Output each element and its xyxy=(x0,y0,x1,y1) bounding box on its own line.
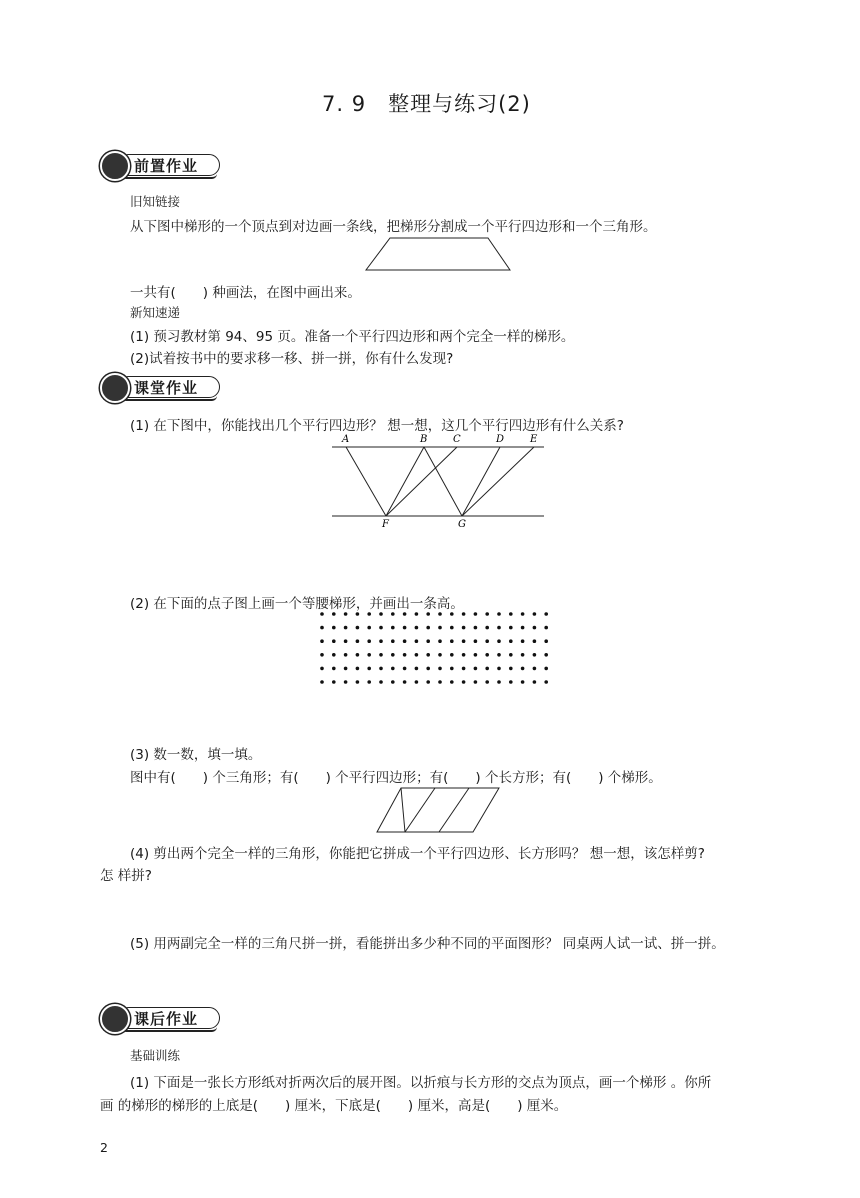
after-homework-badge: 课后作业 xyxy=(100,1005,225,1031)
grid-dot[interactable] xyxy=(462,612,466,616)
grid-dot[interactable] xyxy=(521,639,525,643)
grid-dot[interactable] xyxy=(509,626,513,630)
grid-dot[interactable] xyxy=(485,639,489,643)
grid-dot[interactable] xyxy=(367,612,371,616)
trapezoid-figure xyxy=(360,236,520,276)
class-question-1: (1) 在下图中，你能找出几个平行四边形？ 想一想，这几个平行四边形有什么关系? xyxy=(130,418,624,434)
grid-dot[interactable] xyxy=(356,653,360,657)
grid-dot[interactable] xyxy=(344,680,348,684)
grid-dot[interactable] xyxy=(497,667,501,671)
grid-dot[interactable] xyxy=(332,612,336,616)
grid-dot[interactable] xyxy=(533,626,537,630)
point-label-a: A xyxy=(342,434,350,445)
pre-homework-badge: 前置作业 xyxy=(100,152,225,178)
grid-dot[interactable] xyxy=(474,680,478,684)
grid-dot[interactable] xyxy=(320,626,324,630)
grid-dot[interactable] xyxy=(485,667,489,671)
grid-dot[interactable] xyxy=(474,626,478,630)
pre-question-1: 从下图中梯形的一个顶点到对边画一条线，把梯形分割成一个平行四边形和一个三角形。 xyxy=(130,219,657,235)
grid-dot[interactable] xyxy=(379,639,383,643)
grid-dot[interactable] xyxy=(521,667,525,671)
grid-dot[interactable] xyxy=(415,667,419,671)
grid-dot[interactable] xyxy=(509,653,513,657)
grid-dot[interactable] xyxy=(474,612,478,616)
grid-dot[interactable] xyxy=(426,639,430,643)
grid-dot[interactable] xyxy=(415,626,419,630)
runner-icon xyxy=(100,1004,130,1034)
pre-question-1-answer: 一共有( ) 种画法，在图中画出来。 xyxy=(130,285,361,301)
point-label-f: F xyxy=(382,519,389,530)
page-number: 2 xyxy=(100,1140,108,1155)
class-question-3-blanks: 图中有( ) 个三角形；有( ) 个平行四边形；有( ) 个长方形；有( ) 个梯形。 xyxy=(130,770,662,786)
grid-dot[interactable] xyxy=(485,612,489,616)
grid-dot[interactable] xyxy=(403,626,407,630)
point-label-d: D xyxy=(496,434,505,445)
grid-dot[interactable] xyxy=(450,680,454,684)
grid-dot[interactable] xyxy=(438,667,442,671)
grid-dot[interactable] xyxy=(509,612,513,616)
grid-dot[interactable] xyxy=(320,680,324,684)
grid-dot[interactable] xyxy=(544,653,548,657)
grid-dot[interactable] xyxy=(521,626,525,630)
grid-dot[interactable] xyxy=(403,653,407,657)
grid-dot[interactable] xyxy=(533,653,537,657)
subheading-new-knowledge: 新知速递 xyxy=(130,305,181,320)
preview-item-2: (2)试着按书中的要求移一移、拼一拼，你有什么发现? xyxy=(130,351,454,367)
grid-dot[interactable] xyxy=(426,653,430,657)
grid-dot[interactable] xyxy=(497,612,501,616)
grid-dot[interactable] xyxy=(521,612,525,616)
grid-dot[interactable] xyxy=(426,667,430,671)
grid-dot[interactable] xyxy=(356,626,360,630)
grid-dot[interactable] xyxy=(391,680,395,684)
grid-dot[interactable] xyxy=(521,680,525,684)
point-label-c: C xyxy=(453,434,461,445)
grid-dot[interactable] xyxy=(356,639,360,643)
grid-dot[interactable] xyxy=(403,667,407,671)
preview-item-1: (1) 预习教材第 94、95 页。准备一个平行四边形和两个完全一样的梯形。 xyxy=(130,329,575,345)
grid-dot[interactable] xyxy=(544,626,548,630)
grid-dot[interactable] xyxy=(438,680,442,684)
grid-dot[interactable] xyxy=(356,612,360,616)
grid-dot[interactable] xyxy=(379,667,383,671)
grid-dot[interactable] xyxy=(474,639,478,643)
class-homework-badge: 课堂作业 xyxy=(100,374,225,400)
grid-dot[interactable] xyxy=(344,653,348,657)
grid-dot[interactable] xyxy=(497,680,501,684)
globe-icon xyxy=(100,151,130,181)
subheading-basic-training: 基础训练 xyxy=(130,1048,181,1063)
grid-dot[interactable] xyxy=(450,626,454,630)
grid-dot[interactable] xyxy=(438,626,442,630)
dot-grid[interactable] xyxy=(316,608,560,688)
grid-dot[interactable] xyxy=(320,653,324,657)
play-icon xyxy=(100,373,130,403)
grid-dot[interactable] xyxy=(533,680,537,684)
grid-dot[interactable] xyxy=(485,653,489,657)
after-question-1-line1: (1) 下面是一张长方形纸对折两次后的展开图。以折痕与长方形的交点为顶点，画一个梯形 。你所 xyxy=(130,1075,712,1091)
grid-dot[interactable] xyxy=(544,680,548,684)
grid-dot[interactable] xyxy=(415,653,419,657)
grid-dot[interactable] xyxy=(320,639,324,643)
grid-dot[interactable] xyxy=(367,653,371,657)
grid-dot[interactable] xyxy=(403,639,407,643)
grid-dot[interactable] xyxy=(533,667,537,671)
grid-dot[interactable] xyxy=(462,626,466,630)
grid-dot[interactable] xyxy=(497,653,501,657)
grid-dot[interactable] xyxy=(379,680,383,684)
grid-dot[interactable] xyxy=(367,639,371,643)
grid-dot[interactable] xyxy=(415,639,419,643)
grid-dot[interactable] xyxy=(356,680,360,684)
grid-dot[interactable] xyxy=(403,612,407,616)
grid-dot[interactable] xyxy=(391,612,395,616)
grid-dot[interactable] xyxy=(391,626,395,630)
grid-dot[interactable] xyxy=(474,667,478,671)
grid-dot[interactable] xyxy=(462,639,466,643)
class-question-2: (2) 在下面的点子图上画一个等腰梯形，并画出一条高。 xyxy=(130,596,464,612)
grid-dot[interactable] xyxy=(497,639,501,643)
grid-dot[interactable] xyxy=(544,612,548,616)
grid-dot[interactable] xyxy=(320,612,324,616)
grid-dot[interactable] xyxy=(320,667,324,671)
grid-dot[interactable] xyxy=(462,667,466,671)
grid-dot[interactable] xyxy=(426,626,430,630)
grid-dot[interactable] xyxy=(367,680,371,684)
grid-dot[interactable] xyxy=(379,612,383,616)
grid-dot[interactable] xyxy=(509,667,513,671)
grid-dot[interactable] xyxy=(356,667,360,671)
grid-dot[interactable] xyxy=(403,680,407,684)
grid-dot[interactable] xyxy=(438,639,442,643)
grid-dot[interactable] xyxy=(533,612,537,616)
after-question-1-line2: 画 的梯形的梯形的上底是( ) 厘米，下底是( ) 厘米，高是( ) 厘米。 xyxy=(100,1098,568,1114)
grid-dot[interactable] xyxy=(344,612,348,616)
grid-dot[interactable] xyxy=(379,626,383,630)
grid-dot[interactable] xyxy=(367,667,371,671)
grid-dot[interactable] xyxy=(450,612,454,616)
grid-dot[interactable] xyxy=(509,639,513,643)
point-label-e: E xyxy=(530,434,538,445)
grid-dot[interactable] xyxy=(485,626,489,630)
grid-dot[interactable] xyxy=(415,680,419,684)
grid-dot[interactable] xyxy=(450,667,454,671)
grid-dot[interactable] xyxy=(533,639,537,643)
grid-dot[interactable] xyxy=(544,667,548,671)
parallelogram-figure xyxy=(330,430,550,530)
grid-dot[interactable] xyxy=(426,680,430,684)
grid-dot[interactable] xyxy=(544,639,548,643)
grid-dot[interactable] xyxy=(391,639,395,643)
grid-dot[interactable] xyxy=(462,653,466,657)
page-title: 7. 9 整理与练习(2) xyxy=(322,92,531,116)
grid-dot[interactable] xyxy=(497,626,501,630)
grid-dot[interactable] xyxy=(450,639,454,643)
grid-dot[interactable] xyxy=(462,680,466,684)
shapes-count-figure xyxy=(375,786,505,836)
grid-dot[interactable] xyxy=(509,680,513,684)
grid-dot[interactable] xyxy=(332,680,336,684)
grid-dot[interactable] xyxy=(521,653,525,657)
grid-dot[interactable] xyxy=(332,653,336,657)
point-label-b: B xyxy=(420,434,428,445)
grid-dot[interactable] xyxy=(474,653,478,657)
grid-dot[interactable] xyxy=(332,667,336,671)
grid-dot[interactable] xyxy=(391,653,395,657)
class-question-3: (3) 数一数，填一填。 xyxy=(130,747,262,763)
grid-dot[interactable] xyxy=(438,653,442,657)
grid-dot[interactable] xyxy=(344,639,348,643)
class-question-5: (5) 用两副完全一样的三角尺拼一拼，看能拼出多少种不同的平面图形？ 同桌两人试一试、拼一拼。 xyxy=(130,936,725,952)
grid-dot[interactable] xyxy=(332,639,336,643)
grid-dot[interactable] xyxy=(485,680,489,684)
grid-dot[interactable] xyxy=(344,667,348,671)
grid-dot[interactable] xyxy=(426,612,430,616)
point-label-g: G xyxy=(458,519,466,530)
grid-dot[interactable] xyxy=(332,626,336,630)
grid-dot[interactable] xyxy=(391,667,395,671)
grid-dot[interactable] xyxy=(438,612,442,616)
subheading-old-knowledge: 旧知链接 xyxy=(130,194,181,209)
grid-dot[interactable] xyxy=(367,626,371,630)
grid-dot[interactable] xyxy=(344,626,348,630)
class-question-4-line1: (4) 剪出两个完全一样的三角形，你能把它拼成一个平行四边形、长方形吗？ 想一想，该怎样剪? xyxy=(130,846,705,862)
grid-dot[interactable] xyxy=(379,653,383,657)
grid-dot[interactable] xyxy=(450,653,454,657)
class-question-4-line2: 怎 样拼? xyxy=(100,868,152,884)
grid-dot[interactable] xyxy=(415,612,419,616)
